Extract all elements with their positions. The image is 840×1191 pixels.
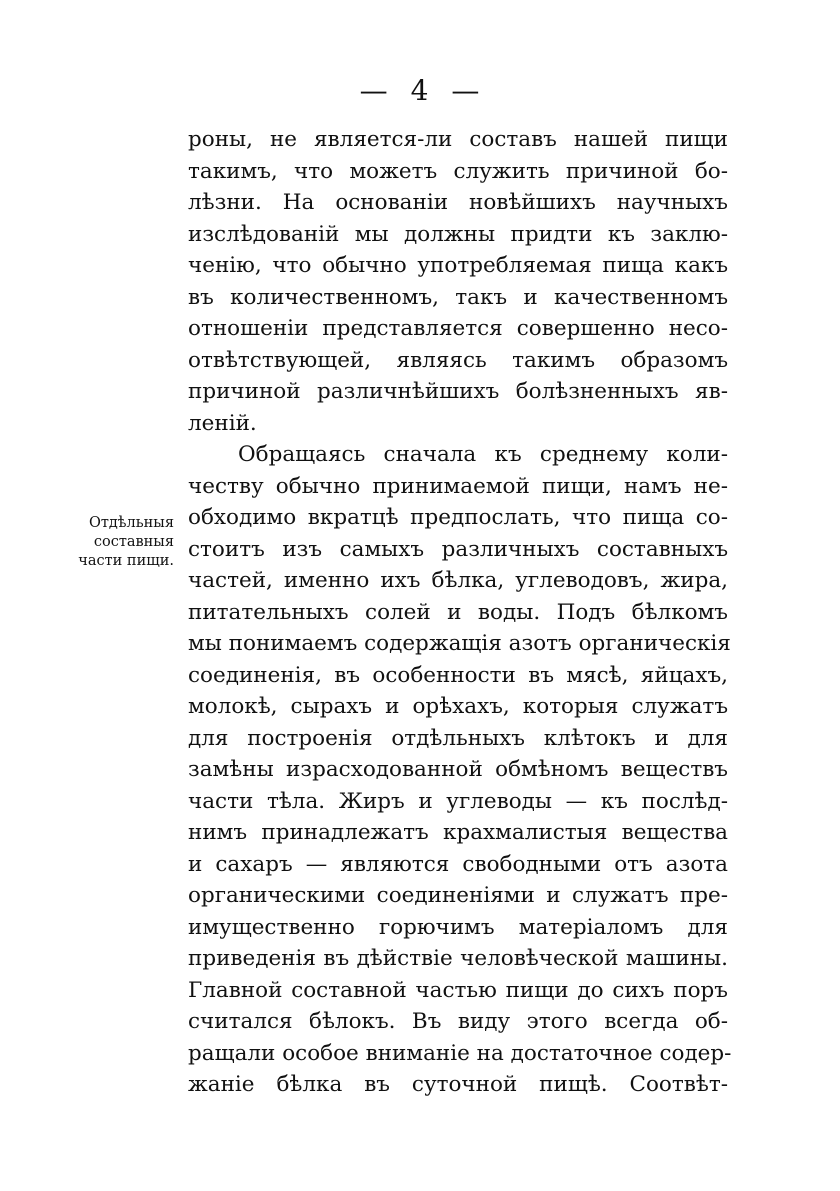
text-line: приведенія въ дѣйствіе человѣческой машины. (188, 946, 728, 971)
text-line: питательныхъ солей и воды. Подъ бѣлкомъ (188, 599, 728, 625)
text-line: для построенія отдѣльныхъ клѣтокъ и для (188, 725, 728, 751)
page-number: 4 (410, 74, 430, 107)
margin-note-line: Отдѣльныя (88, 515, 174, 531)
text-line: Главной составной частью пищи до сихъ поръ (188, 977, 728, 1003)
dash-left: — (359, 74, 389, 107)
text-line: такимъ, что можетъ служить причиной бо- (188, 158, 728, 184)
text-line: леній. (188, 410, 257, 436)
margin-note-line: составныя (93, 534, 174, 550)
text-line: считался бѣлокъ. Въ виду этого всегда об- (188, 1009, 728, 1034)
text-line: Обращаясь сначала къ среднему коли- (238, 442, 728, 467)
paragraph-2 (188, 439, 732, 1101)
text-line: честву обычно принимаемой пищи, намъ не- (188, 473, 728, 499)
text-line: мы понимаемъ содержащія азотъ органическія (188, 631, 731, 656)
text-line: изслѣдованій мы должны придти къ заклю- (188, 221, 728, 247)
margin-note (40, 514, 174, 571)
text-line: и сахаръ — являются свободными отъ азота (188, 851, 728, 877)
text-line: стоитъ изъ самыхъ различныхъ составныхъ (188, 536, 728, 562)
text-line: частей, именно ихъ бѣлка, углеводовъ, жира, (188, 568, 728, 593)
text-line: роны, не является-ли составъ нашей пищи (188, 127, 728, 152)
text-line: ращали особое вниманіе на достаточное содер- (188, 1040, 732, 1066)
paragraph-1 (188, 124, 728, 439)
text-line: ченію, что обычно употребляемая пища какъ (188, 253, 728, 278)
text-line: части тѣла. Жиръ и углеводы — къ послѣд- (188, 788, 728, 814)
text-line: отвѣтствующей, являясь такимъ образомъ (188, 347, 728, 373)
margin-note-line: части пищи. (78, 553, 174, 569)
text-line: причиной различнѣйшихъ болѣзненныхъ яв- (188, 379, 728, 404)
text-line: обходимо вкратцѣ предпослать, что пища со- (188, 505, 728, 530)
text-line: нимъ принадлежатъ крахмалистыя вещества (188, 820, 728, 845)
text-column (188, 124, 732, 1101)
text-line: жаніе бѣлка въ суточной пищѣ. Соотвѣт- (188, 1072, 728, 1097)
text-line: молокѣ, сырахъ и орѣхахъ, которыя служатъ (188, 694, 728, 719)
text-line: лѣзни. На основаніи новѣйшихъ научныхъ (188, 190, 728, 215)
text-line: соединенія, въ особенности въ мясѣ, яйцахъ, (188, 662, 728, 688)
text-line: органическими соединеніями и служатъ пре- (188, 883, 728, 908)
text-line: въ количественномъ, такъ и качественномъ (188, 284, 728, 310)
text-line: замѣны израсходованной обмѣномъ веществъ (188, 757, 728, 782)
text-line: имущественно горючимъ матеріаломъ для (188, 914, 728, 940)
text-line: отношеніи представляется совершенно несо- (188, 316, 728, 341)
dash-right: — (451, 74, 481, 107)
page-header (0, 74, 840, 107)
